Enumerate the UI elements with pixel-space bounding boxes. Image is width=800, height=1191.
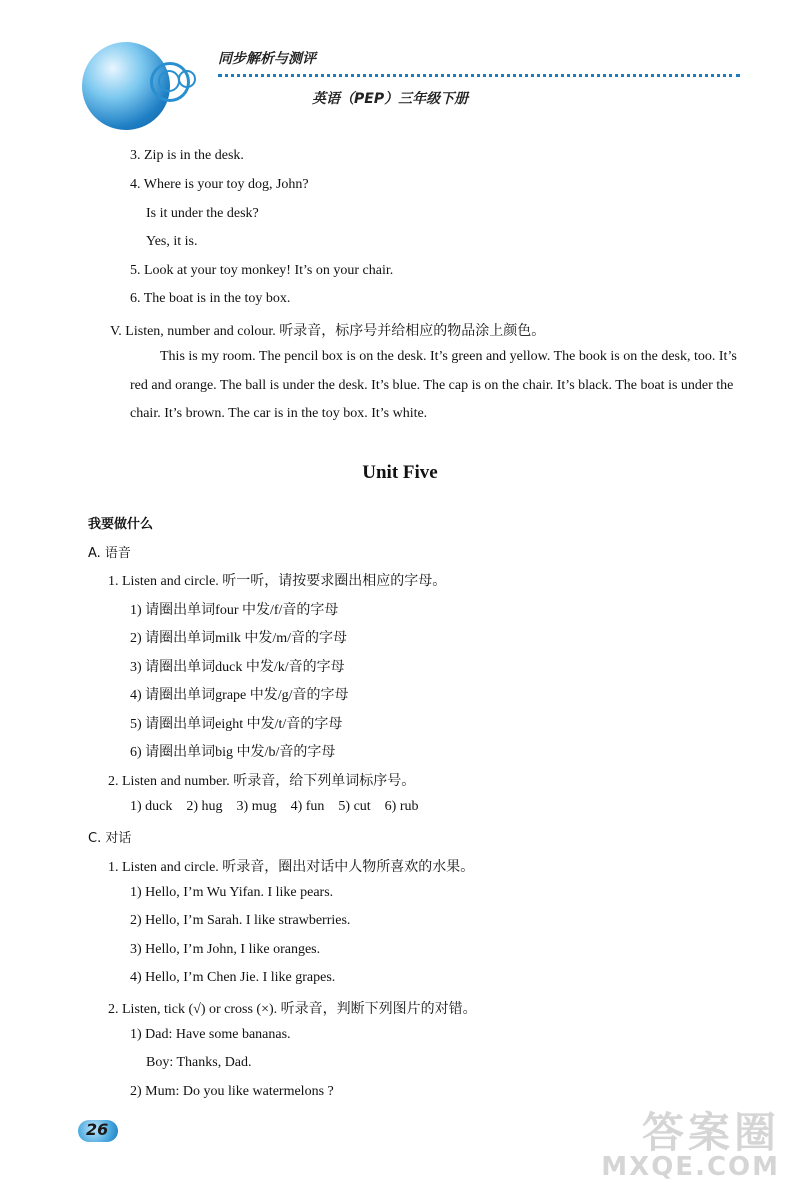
list-item: 5. Look at your toy monkey! It’s on your chair. (130, 263, 394, 278)
header-ring-icon (178, 70, 196, 88)
list-item: 1) Hello, I’m Wu Yifan. I like pears. (130, 885, 334, 900)
paragraph-text: This is my room. The pencil box is on the desk. It’s green and yellow. The book is on the desk, too. It’s red and orange. The ball is under the desk. It’s blue. The cap is on the chair. It’s black. The boat is under the chair. It’s brown. The car is in the toy box. It’s white. (130, 349, 737, 421)
page-header (0, 0, 800, 130)
header-divider (218, 74, 740, 77)
section-v-paragraph (130, 343, 740, 429)
page-number-badge (78, 1118, 118, 1144)
list-item: 2) Mum: Do you like watermelons ? (130, 1084, 334, 1099)
list-item: 4. Where is your toy dog, John? (130, 177, 309, 192)
watermark (590, 1100, 780, 1185)
watermark-text: 答案圈 (641, 1108, 780, 1157)
list-item: 4) Hello, I’m Chen Jie. I like grapes. (130, 970, 336, 985)
list-item: 1) 请圈出单词four 中发/f/音的字母 (130, 603, 339, 618)
section-a-q1: 1. Listen and circle. 听一听，请按要求圈出相应的字母。 (108, 574, 447, 589)
list-item: 3. Zip is in the desk. (130, 148, 244, 163)
todo-heading: 我要做什么 (88, 517, 154, 532)
list-item: 3) 请圈出单词duck 中发/k/音的字母 (130, 660, 345, 675)
list-item: 6. The boat is in the toy box. (130, 291, 291, 306)
section-a-heading: A. 语音 (88, 546, 131, 561)
list-item: Boy: Thanks, Dad. (146, 1055, 252, 1070)
unit-title: Unit Five (362, 462, 438, 483)
list-item: 3) Hello, I’m John, I like oranges. (130, 942, 321, 957)
list-item: Is it under the desk? (146, 206, 259, 221)
word-list: 1) duck 2) hug 3) mug 4) fun 5) cut 6) rub (130, 799, 419, 814)
list-item: 6) 请圈出单词big 中发/b/音的字母 (130, 745, 336, 760)
list-item: Yes, it is. (146, 234, 198, 249)
section-c-q1: 1. Listen and circle. 听录音，圈出对话中人物所喜欢的水果。 (108, 860, 475, 875)
watermark-url: MXQE.COM (601, 1152, 780, 1182)
list-item: 5) 请圈出单词eight 中发/t/音的字母 (130, 717, 343, 732)
section-a-q2: 2. Listen and number. 听录音，给下列单词标序号。 (108, 774, 416, 789)
list-item: 2) 请圈出单词milk 中发/m/音的字母 (130, 631, 347, 646)
section-c-heading: C. 对话 (88, 831, 132, 846)
list-item: 4) 请圈出单词grape 中发/g/音的字母 (130, 688, 349, 703)
header-ring-icon (158, 70, 180, 92)
list-item: 1) Dad: Have some bananas. (130, 1027, 291, 1042)
section-v-heading: V. Listen, number and colour. 听录音，标序号并给相应的物品涂上颜色。 (110, 324, 546, 339)
book-series-title: 同步解析与测评 (218, 51, 316, 67)
page-number: 26 (86, 1120, 109, 1139)
book-subject-title: 英语（PEP）三年级下册 (312, 91, 469, 107)
section-c-q2: 2. Listen, tick (√) or cross (×). 听录音，判断下列图片的对错。 (108, 1002, 477, 1017)
list-item: 2) Hello, I’m Sarah. I like strawberries. (130, 913, 351, 928)
